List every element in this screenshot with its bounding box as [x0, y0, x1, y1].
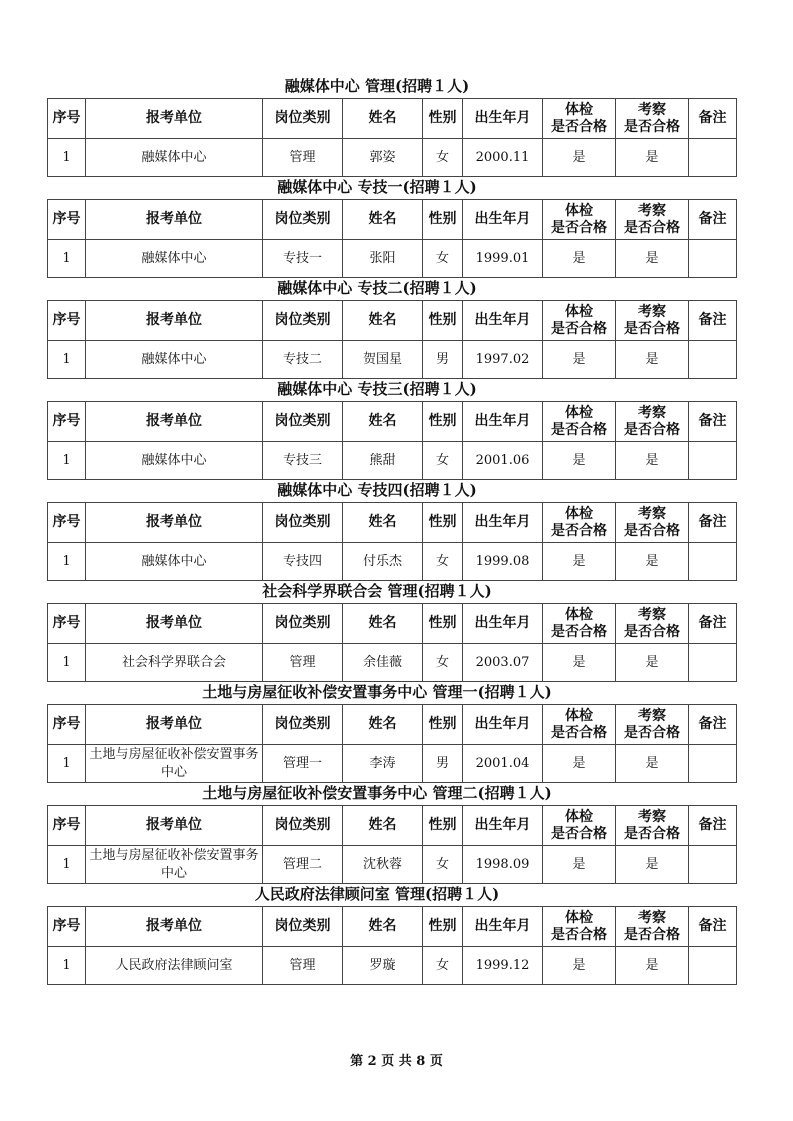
cell-unit: 融媒体中心 [86, 543, 263, 581]
table-row [48, 341, 737, 379]
cell-post-type: 管理二 [263, 846, 343, 884]
cell-remarks [689, 644, 737, 682]
header-unit: 报考单位 [86, 402, 263, 442]
header-physical-exam: 体检 是否合格 [543, 705, 616, 745]
header-index: 序号 [48, 301, 86, 341]
cell-gender: 女 [423, 947, 463, 985]
cell-gender: 女 [423, 543, 463, 581]
document-body [47, 76, 727, 985]
table-header-row [48, 806, 737, 846]
cell-inspection: 是 [616, 644, 689, 682]
cell-inspection: 是 [616, 846, 689, 884]
table-header-row [48, 99, 737, 139]
header-gender: 性别 [423, 402, 463, 442]
table-header-row [48, 705, 737, 745]
cell-gender: 男 [423, 341, 463, 379]
table-row [48, 240, 737, 278]
recruitment-section [47, 379, 727, 480]
header-remarks: 备注 [689, 907, 737, 947]
cell-physical-exam: 是 [543, 240, 616, 278]
cell-index: 1 [48, 442, 86, 480]
header-gender: 性别 [423, 604, 463, 644]
header-index: 序号 [48, 99, 86, 139]
header-unit: 报考单位 [86, 503, 263, 543]
cell-name: 余佳薇 [343, 644, 423, 682]
header-inspection: 考察 是否合格 [616, 301, 689, 341]
cell-physical-exam: 是 [543, 139, 616, 177]
header-physical-exam: 体检 是否合格 [543, 907, 616, 947]
cell-name: 熊甜 [343, 442, 423, 480]
header-index: 序号 [48, 907, 86, 947]
header-unit: 报考单位 [86, 604, 263, 644]
header-post-type: 岗位类别 [263, 503, 343, 543]
cell-inspection: 是 [616, 543, 689, 581]
cell-birth: 2003.07 [463, 644, 543, 682]
results-table [47, 300, 737, 379]
cell-post-type: 管理 [263, 139, 343, 177]
header-remarks: 备注 [689, 503, 737, 543]
cell-unit: 融媒体中心 [86, 341, 263, 379]
cell-post-type: 管理一 [263, 745, 343, 783]
table-header-row [48, 503, 737, 543]
header-inspection: 考察 是否合格 [616, 907, 689, 947]
cell-name: 郭姿 [343, 139, 423, 177]
cell-unit: 土地与房屋征收补偿安置事务中心 [86, 846, 263, 884]
cell-post-type: 专技二 [263, 341, 343, 379]
header-unit: 报考单位 [86, 99, 263, 139]
header-inspection: 考察 是否合格 [616, 503, 689, 543]
results-table [47, 401, 737, 480]
cell-physical-exam: 是 [543, 341, 616, 379]
cell-post-type: 专技一 [263, 240, 343, 278]
header-remarks: 备注 [689, 806, 737, 846]
page-footer: 第 2 页 共 8 页 [350, 1054, 443, 1069]
recruitment-section [47, 480, 727, 581]
header-unit: 报考单位 [86, 200, 263, 240]
cell-physical-exam: 是 [543, 947, 616, 985]
header-inspection: 考察 是否合格 [616, 200, 689, 240]
header-gender: 性别 [423, 705, 463, 745]
header-name: 姓名 [343, 604, 423, 644]
header-physical-exam: 体检 是否合格 [543, 402, 616, 442]
section-title: 土地与房屋征收补偿安置事务中心 管理二(招聘１人) [202, 784, 552, 802]
cell-inspection: 是 [616, 240, 689, 278]
results-table [47, 502, 737, 581]
table-row [48, 139, 737, 177]
cell-physical-exam: 是 [543, 846, 616, 884]
header-physical-exam: 体检 是否合格 [543, 604, 616, 644]
recruitment-section [47, 76, 727, 177]
table-header-row [48, 907, 737, 947]
section-title: 融媒体中心 专技二(招聘１人) [277, 279, 477, 297]
cell-birth: 1999.08 [463, 543, 543, 581]
results-table [47, 906, 737, 985]
cell-unit: 人民政府法律顾问室 [86, 947, 263, 985]
header-unit: 报考单位 [86, 301, 263, 341]
cell-birth: 1999.01 [463, 240, 543, 278]
table-row [48, 947, 737, 985]
cell-birth: 1997.02 [463, 341, 543, 379]
cell-name: 张阳 [343, 240, 423, 278]
header-post-type: 岗位类别 [263, 402, 343, 442]
header-birth: 出生年月 [463, 503, 543, 543]
header-gender: 性别 [423, 806, 463, 846]
header-name: 姓名 [343, 806, 423, 846]
header-index: 序号 [48, 806, 86, 846]
cell-index: 1 [48, 644, 86, 682]
cell-index: 1 [48, 745, 86, 783]
header-name: 姓名 [343, 402, 423, 442]
table-header-row [48, 200, 737, 240]
header-name: 姓名 [343, 503, 423, 543]
header-name: 姓名 [343, 705, 423, 745]
table-header-row [48, 301, 737, 341]
cell-birth: 2001.06 [463, 442, 543, 480]
header-gender: 性别 [423, 99, 463, 139]
cell-index: 1 [48, 341, 86, 379]
header-gender: 性别 [423, 907, 463, 947]
header-remarks: 备注 [689, 402, 737, 442]
header-index: 序号 [48, 200, 86, 240]
header-birth: 出生年月 [463, 200, 543, 240]
cell-physical-exam: 是 [543, 644, 616, 682]
header-post-type: 岗位类别 [263, 705, 343, 745]
recruitment-section [47, 682, 727, 783]
cell-post-type: 管理 [263, 644, 343, 682]
header-physical-exam: 体检 是否合格 [543, 301, 616, 341]
results-table [47, 603, 737, 682]
header-birth: 出生年月 [463, 301, 543, 341]
header-inspection: 考察 是否合格 [616, 705, 689, 745]
cell-index: 1 [48, 543, 86, 581]
header-physical-exam: 体检 是否合格 [543, 99, 616, 139]
table-header-row [48, 402, 737, 442]
cell-gender: 女 [423, 139, 463, 177]
cell-unit: 融媒体中心 [86, 139, 263, 177]
header-remarks: 备注 [689, 301, 737, 341]
header-inspection: 考察 是否合格 [616, 402, 689, 442]
header-unit: 报考单位 [86, 907, 263, 947]
header-name: 姓名 [343, 907, 423, 947]
recruitment-section [47, 783, 727, 884]
recruitment-section [47, 581, 727, 682]
results-table [47, 805, 737, 884]
cell-unit: 土地与房屋征收补偿安置事务中心 [86, 745, 263, 783]
cell-index: 1 [48, 947, 86, 985]
cell-unit: 社会科学界联合会 [86, 644, 263, 682]
table-row [48, 543, 737, 581]
header-birth: 出生年月 [463, 806, 543, 846]
cell-name: 付乐杰 [343, 543, 423, 581]
cell-post-type: 专技四 [263, 543, 343, 581]
cell-post-type: 专技三 [263, 442, 343, 480]
section-title: 社会科学界联合会 管理(招聘１人) [262, 582, 492, 600]
cell-inspection: 是 [616, 341, 689, 379]
cell-remarks [689, 341, 737, 379]
cell-index: 1 [48, 846, 86, 884]
cell-inspection: 是 [616, 745, 689, 783]
header-inspection: 考察 是否合格 [616, 604, 689, 644]
results-table [47, 704, 737, 783]
cell-birth: 1999.12 [463, 947, 543, 985]
cell-remarks [689, 139, 737, 177]
header-inspection: 考察 是否合格 [616, 806, 689, 846]
results-table [47, 199, 737, 278]
cell-unit: 融媒体中心 [86, 442, 263, 480]
cell-physical-exam: 是 [543, 745, 616, 783]
header-post-type: 岗位类别 [263, 907, 343, 947]
header-remarks: 备注 [689, 604, 737, 644]
section-title: 土地与房屋征收补偿安置事务中心 管理一(招聘１人) [202, 683, 552, 701]
section-title: 融媒体中心 专技三(招聘１人) [277, 380, 477, 398]
table-row [48, 846, 737, 884]
cell-post-type: 管理 [263, 947, 343, 985]
cell-remarks [689, 745, 737, 783]
header-birth: 出生年月 [463, 907, 543, 947]
cell-remarks [689, 947, 737, 985]
header-birth: 出生年月 [463, 604, 543, 644]
header-inspection: 考察 是否合格 [616, 99, 689, 139]
header-physical-exam: 体检 是否合格 [543, 503, 616, 543]
header-name: 姓名 [343, 99, 423, 139]
header-remarks: 备注 [689, 200, 737, 240]
header-gender: 性别 [423, 503, 463, 543]
header-index: 序号 [48, 604, 86, 644]
cell-physical-exam: 是 [543, 543, 616, 581]
header-post-type: 岗位类别 [263, 301, 343, 341]
results-table [47, 98, 737, 177]
cell-remarks [689, 240, 737, 278]
section-title: 融媒体中心 专技四(招聘１人) [277, 481, 477, 499]
header-gender: 性别 [423, 200, 463, 240]
cell-inspection: 是 [616, 947, 689, 985]
section-title: 融媒体中心 管理(招聘１人) [284, 77, 470, 95]
cell-gender: 女 [423, 442, 463, 480]
cell-index: 1 [48, 240, 86, 278]
table-row [48, 442, 737, 480]
cell-birth: 2000.11 [463, 139, 543, 177]
table-header-row [48, 604, 737, 644]
cell-gender: 女 [423, 240, 463, 278]
cell-name: 罗璇 [343, 947, 423, 985]
header-index: 序号 [48, 402, 86, 442]
header-post-type: 岗位类别 [263, 604, 343, 644]
cell-gender: 女 [423, 846, 463, 884]
header-name: 姓名 [343, 301, 423, 341]
header-physical-exam: 体检 是否合格 [543, 200, 616, 240]
header-post-type: 岗位类别 [263, 806, 343, 846]
table-row [48, 644, 737, 682]
cell-inspection: 是 [616, 139, 689, 177]
table-row [48, 745, 737, 783]
cell-gender: 男 [423, 745, 463, 783]
cell-physical-exam: 是 [543, 442, 616, 480]
header-birth: 出生年月 [463, 402, 543, 442]
cell-remarks [689, 543, 737, 581]
cell-unit: 融媒体中心 [86, 240, 263, 278]
recruitment-section [47, 177, 727, 278]
header-index: 序号 [48, 503, 86, 543]
header-gender: 性别 [423, 301, 463, 341]
cell-birth: 2001.04 [463, 745, 543, 783]
header-post-type: 岗位类别 [263, 99, 343, 139]
header-birth: 出生年月 [463, 99, 543, 139]
cell-remarks [689, 442, 737, 480]
cell-gender: 女 [423, 644, 463, 682]
cell-name: 贺国星 [343, 341, 423, 379]
cell-inspection: 是 [616, 442, 689, 480]
section-title: 融媒体中心 专技一(招聘１人) [277, 178, 477, 196]
header-birth: 出生年月 [463, 705, 543, 745]
header-post-type: 岗位类别 [263, 200, 343, 240]
header-remarks: 备注 [689, 705, 737, 745]
cell-name: 沈秋蓉 [343, 846, 423, 884]
recruitment-section [47, 884, 727, 985]
header-unit: 报考单位 [86, 705, 263, 745]
cell-birth: 1998.09 [463, 846, 543, 884]
header-name: 姓名 [343, 200, 423, 240]
header-index: 序号 [48, 705, 86, 745]
section-title: 人民政府法律顾问室 管理(招聘１人) [254, 885, 500, 903]
cell-name: 李涛 [343, 745, 423, 783]
cell-index: 1 [48, 139, 86, 177]
header-unit: 报考单位 [86, 806, 263, 846]
header-remarks: 备注 [689, 99, 737, 139]
recruitment-section [47, 278, 727, 379]
header-physical-exam: 体检 是否合格 [543, 806, 616, 846]
cell-remarks [689, 846, 737, 884]
